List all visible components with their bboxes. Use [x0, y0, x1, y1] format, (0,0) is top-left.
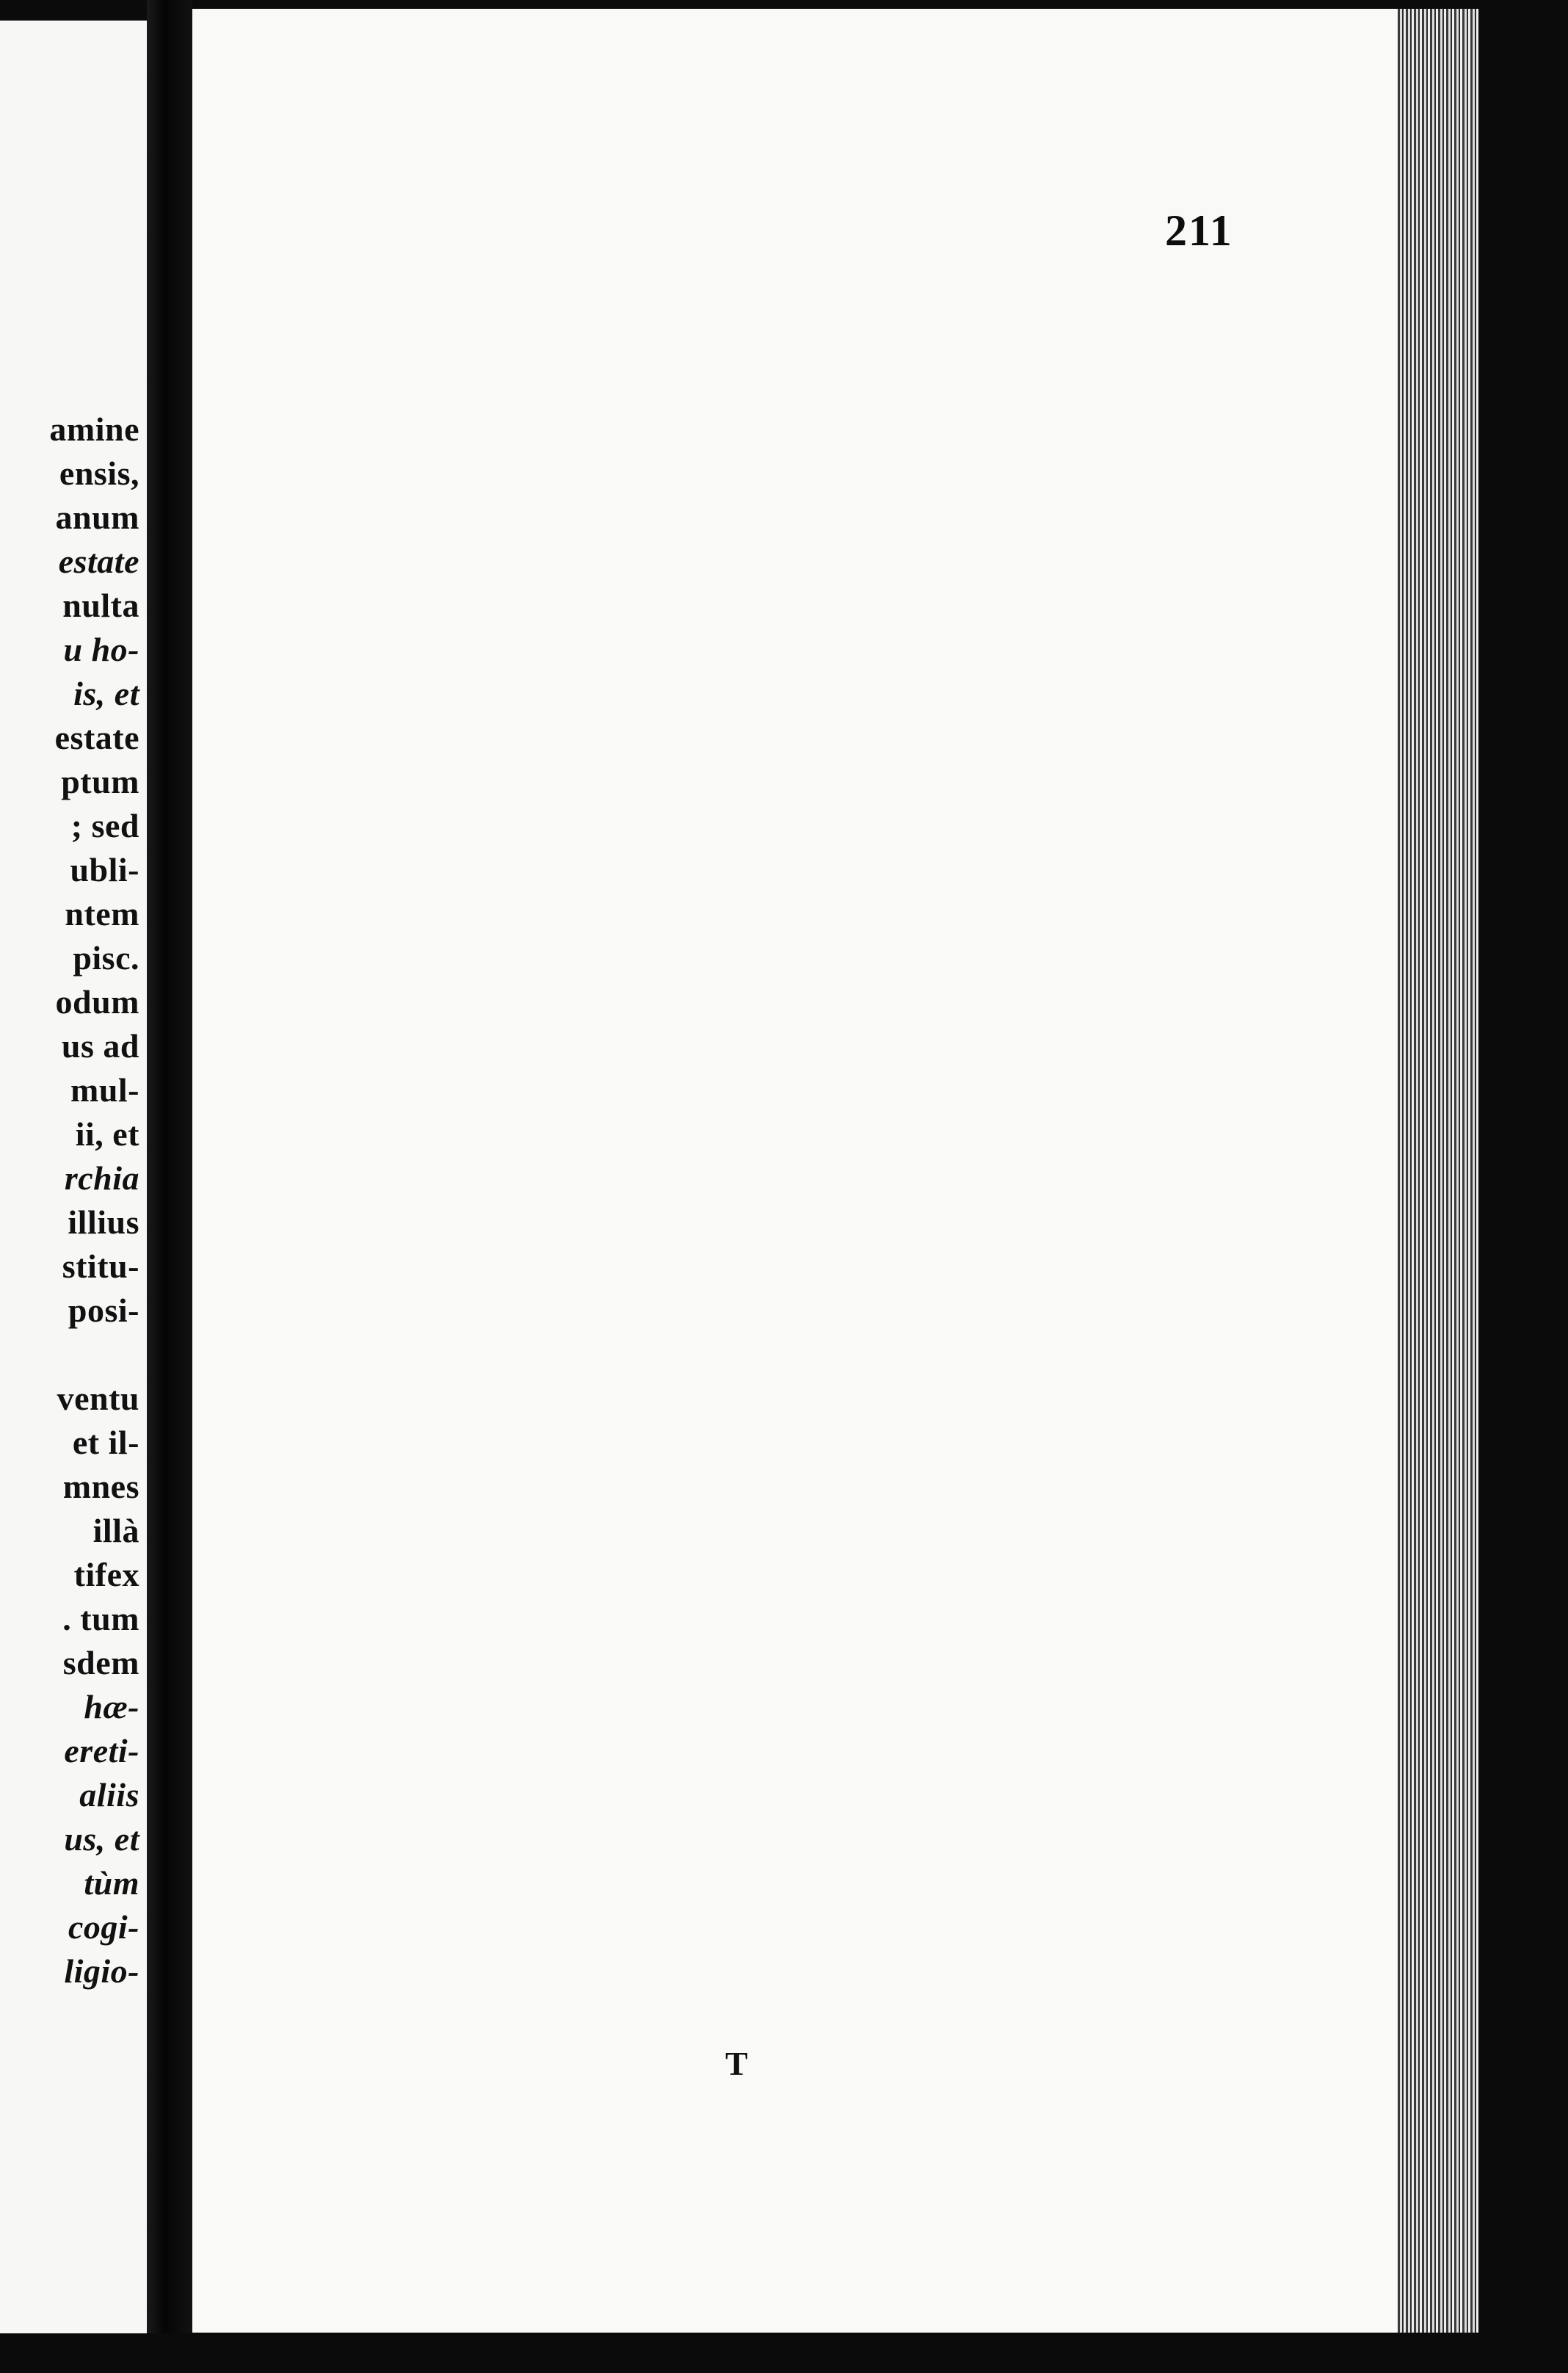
left-line: estate [54, 719, 139, 756]
page-number: 211 [1165, 206, 1233, 255]
left-line: sdem [62, 1644, 139, 1681]
page-edges [1398, 9, 1478, 2333]
left-line: us ad [61, 1027, 139, 1065]
signature-mark: T [725, 2045, 748, 2082]
left-line: estate [58, 543, 139, 580]
left-line: aliis [79, 1776, 139, 1814]
left-line: illà [92, 1512, 139, 1549]
left-line: hæ- [84, 1688, 139, 1725]
left-line: u ho- [63, 631, 139, 668]
right-page [192, 9, 1478, 2333]
left-line: ensis, [59, 454, 139, 492]
left-line: pisc. [73, 939, 139, 977]
left-line: nulta [62, 587, 139, 624]
left-line: . tum [62, 1600, 139, 1637]
left-line: ; sed [70, 807, 139, 844]
left-page-text [0, 407, 139, 1993]
left-line: ubli- [70, 851, 139, 888]
left-line: ligio- [64, 1952, 139, 1990]
left-line: ptum [61, 763, 139, 800]
left-line: mul- [70, 1071, 139, 1109]
left-line: posi- [68, 1291, 139, 1329]
bottom-edge [132, 2333, 1568, 2373]
left-line: tifex [73, 1556, 139, 1593]
left-line: illius [68, 1203, 139, 1241]
left-line: ereti- [64, 1732, 139, 1769]
left-line: mnes [62, 1468, 139, 1505]
left-page-fragment [0, 21, 147, 2333]
left-line: odum [55, 983, 139, 1021]
left-line: ii, et [75, 1115, 139, 1153]
left-line-gap [0, 1333, 139, 1377]
left-line: rchia [64, 1159, 139, 1197]
left-line: et il- [72, 1424, 139, 1461]
left-line: us, et [64, 1820, 139, 1858]
left-line: stitu- [62, 1247, 139, 1285]
left-line: tùm [84, 1864, 139, 1902]
left-line: anum [55, 499, 139, 536]
book-gutter [147, 0, 192, 2373]
left-line: ventu [57, 1380, 139, 1417]
left-line: cogi- [68, 1908, 139, 1946]
left-line: is, et [73, 675, 139, 712]
left-line: amine [49, 410, 139, 448]
left-line: ntem [65, 895, 139, 932]
